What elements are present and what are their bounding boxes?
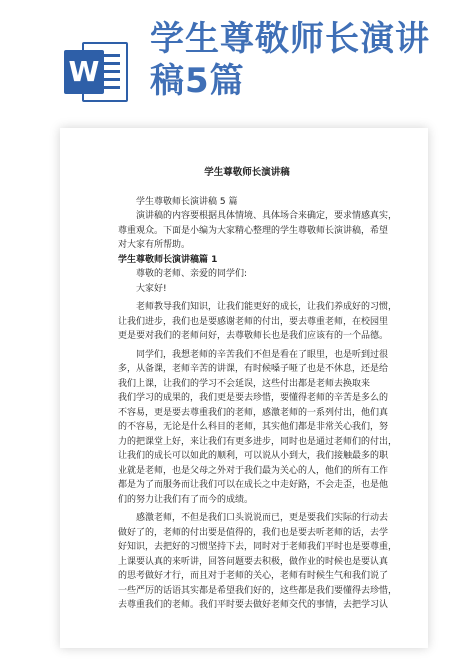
- document-title: [150, 18, 470, 102]
- text-line: 让我们的成长可以如此的顺利，可以说从小到大，我们接触最多的职: [118, 451, 389, 461]
- paragraph-lines: [118, 195, 398, 613]
- text-line: 上课要认真的来听讲，回答问题要去积极，做作业的时候也是要认真: [118, 556, 389, 567]
- text-line: 学生尊敬师长演讲稿篇 1: [118, 254, 218, 265]
- text-line: 去尊重我们的老师。我们平时要去做好老师交代的事情，去把学习认: [118, 600, 389, 610]
- header-banner: [0, 0, 474, 110]
- document-title-line-2: 稿5篇: [150, 61, 245, 101]
- text-line: 让我们进步，我们也是要感谢老师的付出，要去尊重老师，在校园里: [118, 316, 389, 327]
- text-line: 都是为了而服务而让我们可以在成长之中走好路，不会走歪，也是他: [118, 480, 389, 490]
- text-line: 我们上课，让我们的学习不会延误，这些付出都是老师去换取来: [118, 378, 371, 389]
- text-line: 老师教导我们知识，让我们能更好的成长，让我们养成好的习惯，: [136, 302, 398, 312]
- text-line: 对大家有所帮助。: [118, 240, 191, 250]
- document-title-line-1: 学生尊敬师长演讲: [150, 19, 430, 59]
- text-line: 的思考做好才行，而且对于老师的关心，老师有时候生气和我们说了: [118, 571, 389, 581]
- text-line: 演讲稿的内容要根据具体情境、具体场合来确定，要求情感真实，: [136, 211, 398, 221]
- text-line: 尊重观众。下面是小编为大家精心整理的学生尊敬师长演讲稿，希望: [118, 225, 389, 236]
- word-icon: [58, 36, 130, 106]
- text-line: 的不容易，无论是什么科目的老师，其实他们都是非常关心我们，努: [118, 422, 389, 432]
- text-line: 力的把课堂上好，来让我们有更多进步，同时也是通过老师们的付出，: [118, 436, 398, 447]
- text-line: 业就是老师，也是父母之外对于我们最为关心的人，他们的所有工作: [118, 465, 389, 476]
- text-line: 更是要对我们的老师问好，去尊敬师长也是我们应该有的一个品德。: [118, 331, 389, 341]
- text-line: 同学们，我想老师的辛苦我们不但是看在了眼里，也是听到过很: [136, 349, 389, 360]
- page-title: 学生尊敬师长演讲稿: [204, 167, 290, 178]
- text-line: 学生尊敬师长演讲稿 5 篇: [136, 196, 238, 207]
- text-line: 做好了的，老师的付出要是值得的，我们也是要去听老师的话，去学: [118, 527, 389, 538]
- text-line: 大家好!: [136, 283, 167, 294]
- text-line: 感激老师，不但是我们口头说说而已，更是要我们实际的行动去: [136, 513, 389, 523]
- text-line: 好知识，去把好的习惯坚持下去，同时对于老师我们平时也是要尊重，: [118, 542, 398, 552]
- text-line: 我们学习的成果的，我们更是要去珍惜，要懂得老师的辛苦是多么的: [118, 393, 389, 403]
- word-icon-letter: W: [64, 50, 104, 94]
- text-line: 不容易，更是要去尊重我们的老师，感激老师的一系列付出，他们真: [118, 407, 389, 418]
- document-page: [60, 128, 428, 648]
- document-body: [118, 166, 398, 613]
- text-line: 一些严厉的话语其实都是希望我们好的，这些都是我们要懂得去珍惜，: [118, 585, 398, 596]
- text-line: 们的努力让我们有了而今的成绩。: [118, 494, 254, 505]
- text-line: 尊敬的老师、亲爱的同学们:: [136, 269, 248, 279]
- text-line: 多，从备课，老师辛苦的讲课，有时候嗓子哑了也是不休息，还是给: [118, 364, 389, 374]
